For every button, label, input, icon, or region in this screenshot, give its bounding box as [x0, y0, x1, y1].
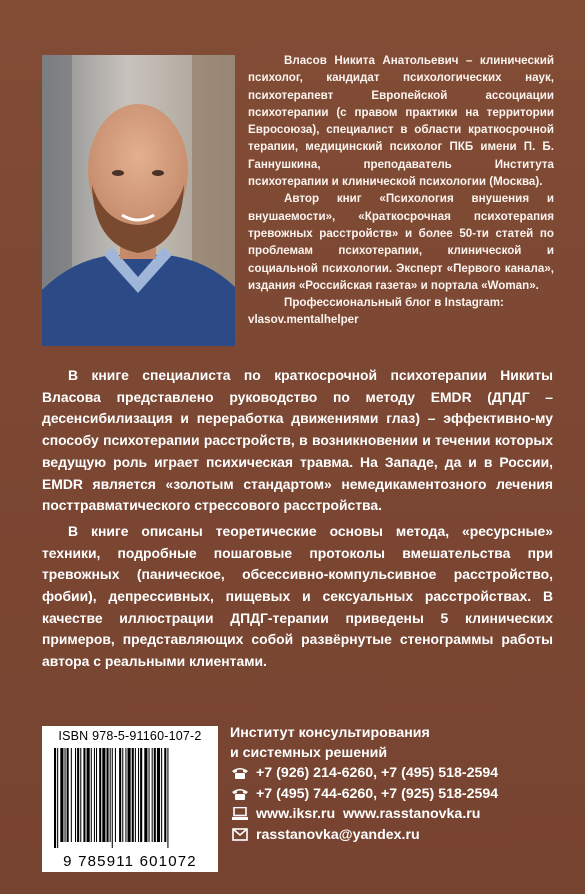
phone-icon	[230, 766, 250, 780]
author-photo	[42, 55, 235, 346]
author-blog-label: Профессиональный блог в Instagram:	[284, 296, 504, 310]
author-portrait-image	[42, 55, 235, 346]
email-row	[230, 825, 560, 846]
author-bio-paragraph	[248, 52, 554, 190]
website-links: www.iksr.ru www.rasstanovka.ru	[256, 806, 481, 822]
author-name: Власов Никита Анатольевич	[284, 54, 459, 67]
barcode-bars	[54, 748, 206, 848]
phone-row-2	[230, 784, 560, 805]
email-address: rasstanovka@yandex.ru	[256, 826, 420, 843]
envelope-icon	[230, 828, 250, 842]
author-blog-handle: vlasov.mentalhelper	[248, 313, 359, 327]
publisher-name-line-1: Институт консультирования	[230, 725, 430, 741]
ean-number: 9 785911 601072	[63, 853, 197, 870]
author-bio	[248, 52, 554, 329]
isbn-number: ISBN 978-5-91160-107-2	[58, 729, 202, 743]
phone-numbers-2: +7 (495) 744-6260, +7 (925) 518-2594	[256, 785, 499, 802]
phone-icon	[230, 787, 250, 801]
author-books: Автор книг «Психология внушения и внушаемости», «Краткосрочная психотерапия тревожных расстройств» и более 50-ти статей по проблемам психотерапии, клинической и социальной психологии. Эксперт «Первого канала», издания «Российская газета» и портала «Woman».	[248, 192, 554, 292]
author-description: – клинический психолог, кандидат психологических наук, психотерапевт Европейской ассоциации психотерапии (с правом практики на территории Евросоюза), специалист в области краткосрочной терапии, медицинский психолог ПКБ имени П. Б. Ганнушкина, преподаватель Института психотерапии и клинической психологии (Москва).	[248, 54, 554, 189]
computer-icon	[230, 807, 250, 821]
publisher-info	[230, 723, 560, 845]
phone-numbers-1: +7 (926) 214-6260, +7 (495) 518-2594	[256, 765, 499, 781]
isbn-barcode	[42, 726, 218, 872]
book-description	[42, 365, 553, 677]
website-row	[230, 804, 560, 825]
publisher-name-line-2: и системных решений	[230, 745, 388, 761]
description-paragraph-2: В книге описаны теоретические основы метода, «ресурсные» техники, подробные пошаговые протоколы вмешательства при тревожных (паническое, обсессивно-компульсивное расстройство, фобии), депрессивных, пищевых и сексуальных расстройствах. В качестве иллюстрации ДПДГ-терапии приведены 5 клинических примеров, представляющих собой развёрнутые стенограммы работы автора с реальными клиентами.	[42, 522, 553, 670]
description-paragraph-1: В книге специалиста по краткосрочной психотерапии Никиты Власова представлено руководство по методу EMDR (ДПДГ – десенсибилизация и переработка движениями глаз) – эффективно-му способу психотерапии расстройств, в возникновении и течении которых ведущую роль играет психическая травма. На Западе, да и в России, EMDR является «золотым стандартом» немедикаментозного лечения посттравматического стрессового расстройства.	[42, 367, 553, 514]
phone-row-1	[230, 763, 560, 784]
